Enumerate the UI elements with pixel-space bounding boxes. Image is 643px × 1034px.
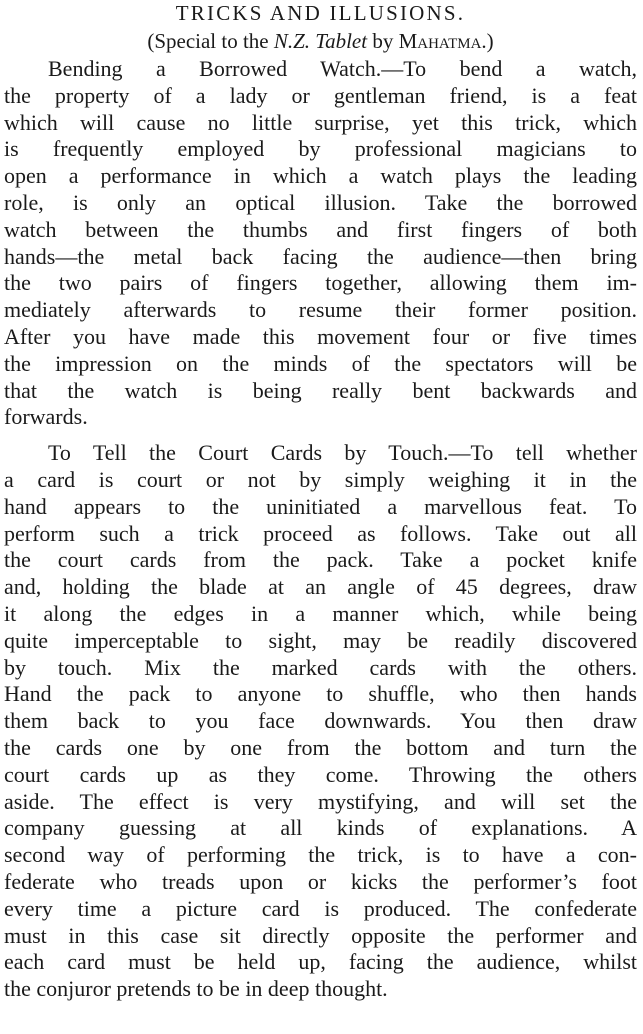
- text-line: federate who treads upon or kicks the performer’s foot: [4, 868, 637, 894]
- text-line: second way of performing the trick, is to have a con-: [4, 842, 637, 868]
- paragraph-court-cards: [4, 440, 637, 1003]
- text-line: a card is court or not by simply weighing it in the: [4, 466, 637, 492]
- text-line: hand appears to the uninitiated a marvellous feat. To: [4, 493, 637, 519]
- text-line: the cards one by one from the bottom and turn the: [4, 734, 637, 760]
- text-line: must in this case sit directly opposite the performer and: [4, 922, 637, 948]
- text-line: hands—the metal back facing the audience—then bring: [4, 243, 637, 269]
- text-line: role, is only an optical illusion. Take the borrowed: [4, 189, 637, 215]
- text-line: it along the edges in a manner which, while being: [4, 600, 637, 626]
- text-line: company guessing at all kinds of explanations. A: [4, 815, 637, 841]
- text-line: aside. The effect is very mystifying, and will set the: [4, 788, 637, 814]
- text-line: quite imperceptable to sight, may be readily discovered: [4, 627, 637, 653]
- text-line: by touch. Mix the marked cards with the others.: [4, 654, 637, 680]
- text-line: and, holding the blade at an angle of 45 degrees, draw: [4, 574, 637, 600]
- text-line: which will cause no little surprise, yet this trick, which: [4, 109, 637, 135]
- text-line: that the watch is being really bent backwards and: [4, 377, 637, 403]
- byline-by: by: [367, 29, 399, 53]
- text-line: To Tell the Court Cards by Touch.—To tell whether: [48, 440, 637, 466]
- text-line: is frequently employed by professional magicians to: [4, 136, 637, 162]
- text-line: Hand the pack to anyone to shuffle, who then hands: [4, 681, 637, 707]
- article-byline: [4, 26, 637, 56]
- text-line: the two pairs of fingers together, allowing them im-: [4, 270, 637, 296]
- article-title: TRICKS AND ILLUSIONS.: [175, 1, 466, 25]
- text-line: Bending a Borrowed Watch.—To bend a watch,: [48, 56, 637, 81]
- text-line: the property of a lady or gentleman friend, is a feat: [4, 82, 637, 108]
- byline-close: .): [481, 29, 494, 53]
- text-line: open a performance in which a watch plays the leading: [4, 163, 637, 189]
- text-line: watch between the thumbs and first fingers of both: [4, 216, 637, 242]
- byline-publication: N.Z. Tablet: [273, 29, 368, 53]
- text-line: forwards.: [4, 404, 88, 430]
- text-line: mediately afterwards to resume their former position.: [4, 297, 637, 323]
- text-line: perform such a trick proceed as follows. Take out all: [4, 520, 637, 546]
- text-line: the conjuror pretends to be in deep thought.: [4, 976, 388, 1002]
- text-line: court cards up as they come. Throwing the others: [4, 761, 637, 787]
- text-line: the impression on the minds of the spectators will be: [4, 350, 637, 376]
- text-line: every time a picture card is produced. The confederate: [4, 895, 637, 921]
- text-line: the court cards from the pack. Take a pocket knife: [4, 547, 637, 573]
- text-line: After you have made this movement four or five times: [4, 323, 637, 349]
- paragraph-bending-watch: [4, 56, 637, 431]
- byline-open: (Special to the: [147, 29, 274, 53]
- text-line: them back to you face downwards. You then draw: [4, 708, 637, 734]
- text-line: each card must be held up, facing the audience, whilst: [4, 949, 637, 975]
- byline-author: Mahatma: [398, 29, 482, 53]
